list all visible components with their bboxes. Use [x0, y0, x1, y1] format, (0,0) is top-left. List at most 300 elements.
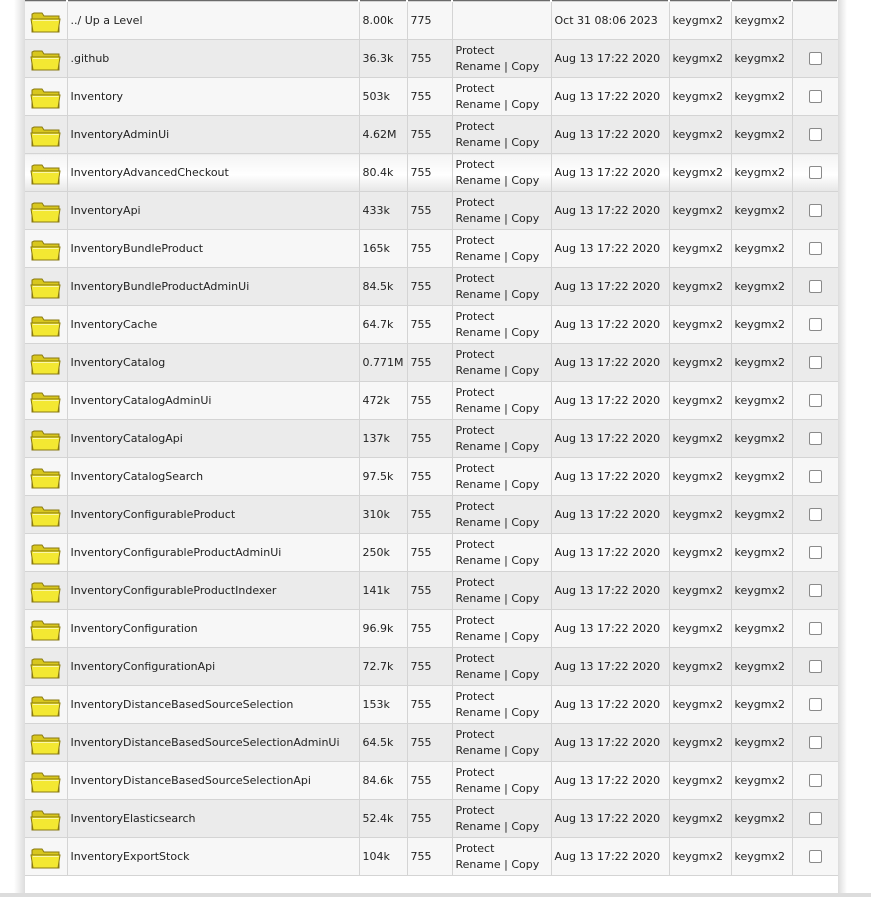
file-owner: keygmx2: [669, 306, 731, 344]
folder-icon[interactable]: [30, 426, 62, 452]
protect-link[interactable]: Protect: [455, 347, 495, 361]
copy-link[interactable]: Copy: [511, 401, 540, 415]
file-name-link[interactable]: InventoryApi: [70, 204, 141, 217]
file-name-cell: [67, 686, 359, 724]
file-date: Aug 13 17:22 2020: [551, 154, 669, 192]
file-group: keygmx2: [731, 382, 792, 420]
file-permissions[interactable]: 755: [407, 382, 452, 420]
file-size: 503k: [359, 78, 407, 116]
file-permissions[interactable]: 755: [407, 458, 452, 496]
icon-cell: [25, 686, 67, 724]
file-name-link[interactable]: InventoryCatalog: [70, 356, 166, 369]
icon-cell: [25, 458, 67, 496]
file-permissions[interactable]: 755: [407, 724, 452, 762]
select-cell: [792, 648, 838, 686]
file-actions: [452, 572, 551, 610]
copy-link[interactable]: Copy: [511, 781, 540, 795]
file-actions: [452, 116, 551, 154]
select-checkbox[interactable]: [809, 280, 822, 293]
file-permissions[interactable]: 755: [407, 686, 452, 724]
file-actions: [452, 268, 551, 306]
table-row[interactable]: [25, 306, 838, 344]
file-name-link[interactable]: InventoryConfigurationApi: [70, 660, 216, 673]
folder-icon[interactable]: [30, 160, 62, 186]
action-separator: |: [504, 781, 508, 795]
protect-link[interactable]: Protect: [455, 271, 495, 285]
select-checkbox[interactable]: [809, 470, 822, 483]
file-date: Aug 13 17:22 2020: [551, 762, 669, 800]
copy-link[interactable]: Copy: [511, 629, 540, 643]
select-checkbox[interactable]: [809, 508, 822, 521]
copy-link[interactable]: Copy: [511, 705, 540, 719]
file-permissions[interactable]: 755: [407, 572, 452, 610]
icon-cell: [25, 610, 67, 648]
rename-link[interactable]: Rename: [455, 401, 501, 415]
table-row[interactable]: [25, 344, 838, 382]
protect-link[interactable]: Protect: [455, 613, 495, 627]
protect-link[interactable]: Protect: [455, 499, 495, 513]
rename-link[interactable]: Rename: [455, 59, 501, 73]
rename-link[interactable]: Rename: [455, 211, 501, 225]
file-date: Aug 13 17:22 2020: [551, 610, 669, 648]
protect-link[interactable]: Protect: [455, 461, 495, 475]
icon-cell: [25, 648, 67, 686]
select-checkbox[interactable]: [809, 736, 822, 749]
table-row[interactable]: [25, 496, 838, 534]
rename-link[interactable]: Rename: [455, 287, 501, 301]
file-size: 64.5k: [359, 724, 407, 762]
select-cell: [792, 762, 838, 800]
file-name-link[interactable]: InventoryCatalogAdminUi: [70, 394, 212, 407]
action-separator: |: [504, 477, 508, 491]
protect-link[interactable]: Protect: [455, 309, 495, 323]
table-row[interactable]: [25, 534, 838, 572]
file-actions: [452, 534, 551, 572]
file-name-cell: [67, 344, 359, 382]
file-name-link[interactable]: InventoryDistanceBasedSourceSelectionApi: [70, 774, 311, 787]
table-row[interactable]: [25, 458, 838, 496]
file-owner: keygmx2: [669, 268, 731, 306]
file-permissions[interactable]: 755: [407, 534, 452, 572]
select-checkbox[interactable]: [809, 128, 822, 141]
select-checkbox[interactable]: [809, 318, 822, 331]
action-separator: |: [504, 135, 508, 149]
file-name-link[interactable]: InventoryCache: [70, 318, 158, 331]
select-checkbox[interactable]: [809, 166, 822, 179]
action-separator: |: [504, 173, 508, 187]
select-cell: [792, 116, 838, 154]
file-permissions[interactable]: 755: [407, 116, 452, 154]
file-group: keygmx2: [731, 724, 792, 762]
file-name-cell: [67, 116, 359, 154]
file-group: keygmx2: [731, 610, 792, 648]
select-cell: [792, 230, 838, 268]
file-name-link[interactable]: InventoryAdvancedCheckout: [70, 166, 229, 179]
file-group: keygmx2: [731, 230, 792, 268]
file-name-cell: [67, 78, 359, 116]
file-permissions[interactable]: 755: [407, 420, 452, 458]
file-owner: keygmx2: [669, 534, 731, 572]
copy-link[interactable]: Copy: [511, 59, 540, 73]
select-cell: [792, 838, 838, 876]
rename-link[interactable]: Rename: [455, 705, 501, 719]
protect-link[interactable]: Protect: [455, 727, 495, 741]
folder-icon[interactable]: [30, 540, 62, 566]
file-date: Aug 13 17:22 2020: [551, 230, 669, 268]
table-row[interactable]: [25, 838, 838, 876]
select-checkbox[interactable]: [809, 660, 822, 673]
table-row[interactable]: [25, 230, 838, 268]
select-cell: [792, 344, 838, 382]
protect-link[interactable]: Protect: [455, 423, 495, 437]
rename-link[interactable]: Rename: [455, 629, 501, 643]
file-owner: keygmx2: [669, 344, 731, 382]
icon-cell: [25, 2, 67, 40]
table-row[interactable]: [25, 610, 838, 648]
select-checkbox[interactable]: [809, 90, 822, 103]
file-name-cell: [67, 534, 359, 572]
folder-icon[interactable]: [30, 122, 62, 148]
folder-icon[interactable]: [30, 654, 62, 680]
file-permissions[interactable]: 755: [407, 610, 452, 648]
select-cell: [792, 382, 838, 420]
select-cell: [792, 192, 838, 230]
icon-cell: [25, 762, 67, 800]
file-group: keygmx2: [731, 496, 792, 534]
file-name-link[interactable]: InventoryElasticsearch: [70, 812, 196, 825]
file-permissions[interactable]: 755: [407, 344, 452, 382]
copy-link[interactable]: Copy: [511, 97, 540, 111]
table-row[interactable]: [25, 78, 838, 116]
rename-link[interactable]: Rename: [455, 325, 501, 339]
file-permissions[interactable]: 755: [407, 838, 452, 876]
file-name-cell: [67, 648, 359, 686]
file-permissions[interactable]: 755: [407, 40, 452, 78]
select-cell: [792, 420, 838, 458]
icon-cell: [25, 116, 67, 154]
file-name-link[interactable]: .github: [70, 52, 110, 65]
file-size: 250k: [359, 534, 407, 572]
select-checkbox[interactable]: [809, 394, 822, 407]
icon-cell: [25, 724, 67, 762]
file-name-cell: [67, 268, 359, 306]
file-name-link[interactable]: InventoryCatalogApi: [70, 432, 183, 445]
select-checkbox[interactable]: [809, 52, 822, 65]
protect-link[interactable]: Protect: [455, 803, 495, 817]
select-cell: [792, 2, 838, 40]
folder-icon[interactable]: [30, 730, 62, 756]
file-owner: keygmx2: [669, 2, 731, 40]
table-row[interactable]: [25, 116, 838, 154]
file-owner: keygmx2: [669, 572, 731, 610]
file-size: 141k: [359, 572, 407, 610]
table-row[interactable]: [25, 268, 838, 306]
file-size: 84.5k: [359, 268, 407, 306]
file-actions: [452, 192, 551, 230]
file-size: 433k: [359, 192, 407, 230]
file-name-link[interactable]: InventoryConfigurableProductAdminUi: [70, 546, 282, 559]
copy-link[interactable]: Copy: [511, 287, 540, 301]
file-name-cell: [67, 382, 359, 420]
table-row[interactable]: [25, 40, 838, 78]
icon-cell: [25, 420, 67, 458]
select-checkbox[interactable]: [809, 242, 822, 255]
select-cell: [792, 724, 838, 762]
file-group: keygmx2: [731, 838, 792, 876]
copy-link[interactable]: Copy: [511, 667, 540, 681]
file-date: Aug 13 17:22 2020: [551, 40, 669, 78]
file-permissions[interactable]: 755: [407, 78, 452, 116]
file-permissions[interactable]: 755: [407, 762, 452, 800]
folder-icon[interactable]: [30, 236, 62, 262]
folder-icon[interactable]: [30, 350, 62, 376]
file-date: Aug 13 17:22 2020: [551, 78, 669, 116]
table-row[interactable]: [25, 724, 838, 762]
rename-link[interactable]: Rename: [455, 857, 501, 871]
select-checkbox[interactable]: [809, 356, 822, 369]
file-owner: keygmx2: [669, 116, 731, 154]
protect-link[interactable]: Protect: [455, 385, 495, 399]
icon-cell: [25, 496, 67, 534]
select-cell: [792, 610, 838, 648]
file-name-link[interactable]: InventoryExportStock: [70, 850, 190, 863]
file-date: Aug 13 17:22 2020: [551, 116, 669, 154]
copy-link[interactable]: Copy: [511, 515, 540, 529]
rename-link[interactable]: Rename: [455, 173, 501, 187]
file-group: keygmx2: [731, 192, 792, 230]
file-size: 96.9k: [359, 610, 407, 648]
table-row[interactable]: [25, 2, 838, 40]
action-separator: |: [504, 249, 508, 263]
file-date: Aug 13 17:22 2020: [551, 572, 669, 610]
file-size: 36.3k: [359, 40, 407, 78]
file-permissions[interactable]: 755: [407, 230, 452, 268]
file-permissions[interactable]: 755: [407, 496, 452, 534]
copy-link[interactable]: Copy: [511, 591, 540, 605]
copy-link[interactable]: Copy: [511, 135, 540, 149]
file-group: keygmx2: [731, 154, 792, 192]
file-size: 472k: [359, 382, 407, 420]
file-date: Aug 13 17:22 2020: [551, 724, 669, 762]
file-group: keygmx2: [731, 762, 792, 800]
rename-link[interactable]: Rename: [455, 667, 501, 681]
rename-link[interactable]: Rename: [455, 135, 501, 149]
action-separator: |: [504, 705, 508, 719]
copy-link[interactable]: Copy: [511, 553, 540, 567]
folder-icon[interactable]: [30, 388, 62, 414]
file-name-cell: [67, 800, 359, 838]
file-group: keygmx2: [731, 306, 792, 344]
action-separator: |: [504, 401, 508, 415]
file-name-link[interactable]: InventoryDistanceBasedSourceSelection: [70, 698, 294, 711]
rename-link[interactable]: Rename: [455, 819, 501, 833]
folder-icon[interactable]: [30, 806, 62, 832]
protect-link[interactable]: Protect: [455, 195, 495, 209]
select-checkbox[interactable]: [809, 432, 822, 445]
file-permissions[interactable]: 775: [407, 2, 452, 40]
rename-link[interactable]: Rename: [455, 743, 501, 757]
select-cell: [792, 800, 838, 838]
file-date: Aug 13 17:22 2020: [551, 192, 669, 230]
table-row[interactable]: [25, 800, 838, 838]
file-permissions[interactable]: 755: [407, 154, 452, 192]
protect-link[interactable]: Protect: [455, 651, 495, 665]
select-cell: [792, 534, 838, 572]
rename-link[interactable]: Rename: [455, 591, 501, 605]
file-table: [25, 0, 838, 876]
select-checkbox[interactable]: [809, 622, 822, 635]
protect-link[interactable]: Protect: [455, 233, 495, 247]
file-size: 137k: [359, 420, 407, 458]
file-size: 310k: [359, 496, 407, 534]
file-group: keygmx2: [731, 420, 792, 458]
file-name-link[interactable]: InventoryDistanceBasedSourceSelectionAdminUi: [70, 736, 340, 749]
file-name-link[interactable]: InventoryBundleProduct: [70, 242, 204, 255]
file-date: Aug 13 17:22 2020: [551, 268, 669, 306]
file-owner: keygmx2: [669, 838, 731, 876]
protect-link[interactable]: Protect: [455, 575, 495, 589]
file-owner: keygmx2: [669, 154, 731, 192]
file-list-panel: [25, 0, 838, 897]
action-separator: |: [504, 97, 508, 111]
copy-link[interactable]: Copy: [511, 819, 540, 833]
icon-cell: [25, 382, 67, 420]
file-name-link[interactable]: Inventory: [70, 90, 124, 103]
folder-icon[interactable]: [30, 84, 62, 110]
file-actions: [452, 306, 551, 344]
file-name-link[interactable]: InventoryConfigurableProductIndexer: [70, 584, 277, 597]
rename-link[interactable]: Rename: [455, 363, 501, 377]
file-size: 84.6k: [359, 762, 407, 800]
file-name-cell: [67, 724, 359, 762]
select-checkbox[interactable]: [809, 584, 822, 597]
file-owner: keygmx2: [669, 420, 731, 458]
copy-link[interactable]: Copy: [511, 325, 540, 339]
file-size: 80.4k: [359, 154, 407, 192]
file-actions: [452, 382, 551, 420]
rename-link[interactable]: Rename: [455, 781, 501, 795]
protect-link[interactable]: Protect: [455, 689, 495, 703]
folder-icon[interactable]: [30, 464, 62, 490]
action-separator: |: [504, 591, 508, 605]
file-date: Aug 13 17:22 2020: [551, 458, 669, 496]
file-actions: [452, 344, 551, 382]
select-checkbox[interactable]: [809, 204, 822, 217]
file-name-link[interactable]: ../ Up a Level: [70, 14, 143, 27]
rename-link[interactable]: Rename: [455, 97, 501, 111]
table-row[interactable]: [25, 192, 838, 230]
action-separator: |: [504, 211, 508, 225]
file-name-cell: [67, 610, 359, 648]
copy-link[interactable]: Copy: [511, 211, 540, 225]
rename-link[interactable]: Rename: [455, 439, 501, 453]
protect-link[interactable]: Protect: [455, 119, 495, 133]
file-name-cell: [67, 230, 359, 268]
table-row[interactable]: [25, 762, 838, 800]
protect-link[interactable]: Protect: [455, 537, 495, 551]
protect-link[interactable]: Protect: [455, 841, 495, 855]
folder-icon[interactable]: [30, 578, 62, 604]
select-checkbox[interactable]: [809, 850, 822, 863]
icon-cell: [25, 192, 67, 230]
folder-icon[interactable]: [30, 616, 62, 642]
folder-icon[interactable]: [30, 692, 62, 718]
table-row[interactable]: [25, 420, 838, 458]
protect-link[interactable]: Protect: [455, 81, 495, 95]
table-row[interactable]: [25, 686, 838, 724]
select-checkbox[interactable]: [809, 698, 822, 711]
icon-cell: [25, 306, 67, 344]
table-row[interactable]: [25, 154, 838, 192]
action-separator: |: [504, 629, 508, 643]
folder-icon[interactable]: [30, 844, 62, 870]
file-name-link[interactable]: InventoryCatalogSearch: [70, 470, 204, 483]
file-permissions[interactable]: 755: [407, 192, 452, 230]
file-permissions[interactable]: 755: [407, 268, 452, 306]
action-separator: |: [504, 439, 508, 453]
copy-link[interactable]: Copy: [511, 857, 540, 871]
file-name-link[interactable]: InventoryConfigurableProduct: [70, 508, 236, 521]
file-name-cell: [67, 572, 359, 610]
file-name-link[interactable]: InventoryAdminUi: [70, 128, 170, 141]
copy-link[interactable]: Copy: [511, 743, 540, 757]
folder-icon[interactable]: [30, 198, 62, 224]
copy-link[interactable]: Copy: [511, 173, 540, 187]
select-cell: [792, 154, 838, 192]
action-separator: |: [504, 515, 508, 529]
table-row[interactable]: [25, 382, 838, 420]
icon-cell: [25, 344, 67, 382]
folder-icon[interactable]: [30, 768, 62, 794]
copy-link[interactable]: Copy: [511, 439, 540, 453]
table-row[interactable]: [25, 572, 838, 610]
file-group: keygmx2: [731, 686, 792, 724]
rename-link[interactable]: Rename: [455, 515, 501, 529]
select-checkbox[interactable]: [809, 812, 822, 825]
file-name-cell: [67, 496, 359, 534]
file-owner: keygmx2: [669, 724, 731, 762]
folder-icon[interactable]: [30, 312, 62, 338]
folder-icon[interactable]: [30, 502, 62, 528]
table-row[interactable]: [25, 648, 838, 686]
copy-link[interactable]: Copy: [511, 477, 540, 491]
file-permissions[interactable]: 755: [407, 306, 452, 344]
folder-icon[interactable]: [30, 46, 62, 72]
file-permissions[interactable]: 755: [407, 800, 452, 838]
action-separator: |: [504, 363, 508, 377]
file-name-link[interactable]: InventoryBundleProductAdminUi: [70, 280, 250, 293]
select-checkbox[interactable]: [809, 774, 822, 787]
protect-link[interactable]: Protect: [455, 157, 495, 171]
action-separator: |: [504, 325, 508, 339]
rename-link[interactable]: Rename: [455, 553, 501, 567]
file-group: keygmx2: [731, 344, 792, 382]
protect-link[interactable]: Protect: [455, 43, 495, 57]
select-cell: [792, 268, 838, 306]
file-permissions[interactable]: 755: [407, 648, 452, 686]
select-checkbox[interactable]: [809, 546, 822, 559]
select-cell: [792, 686, 838, 724]
protect-link[interactable]: Protect: [455, 765, 495, 779]
folder-icon[interactable]: [30, 8, 62, 34]
copy-link[interactable]: Copy: [511, 363, 540, 377]
folder-icon[interactable]: [30, 274, 62, 300]
file-name-link[interactable]: InventoryConfiguration: [70, 622, 198, 635]
copy-link[interactable]: Copy: [511, 249, 540, 263]
action-separator: |: [504, 59, 508, 73]
rename-link[interactable]: Rename: [455, 477, 501, 491]
rename-link[interactable]: Rename: [455, 249, 501, 263]
